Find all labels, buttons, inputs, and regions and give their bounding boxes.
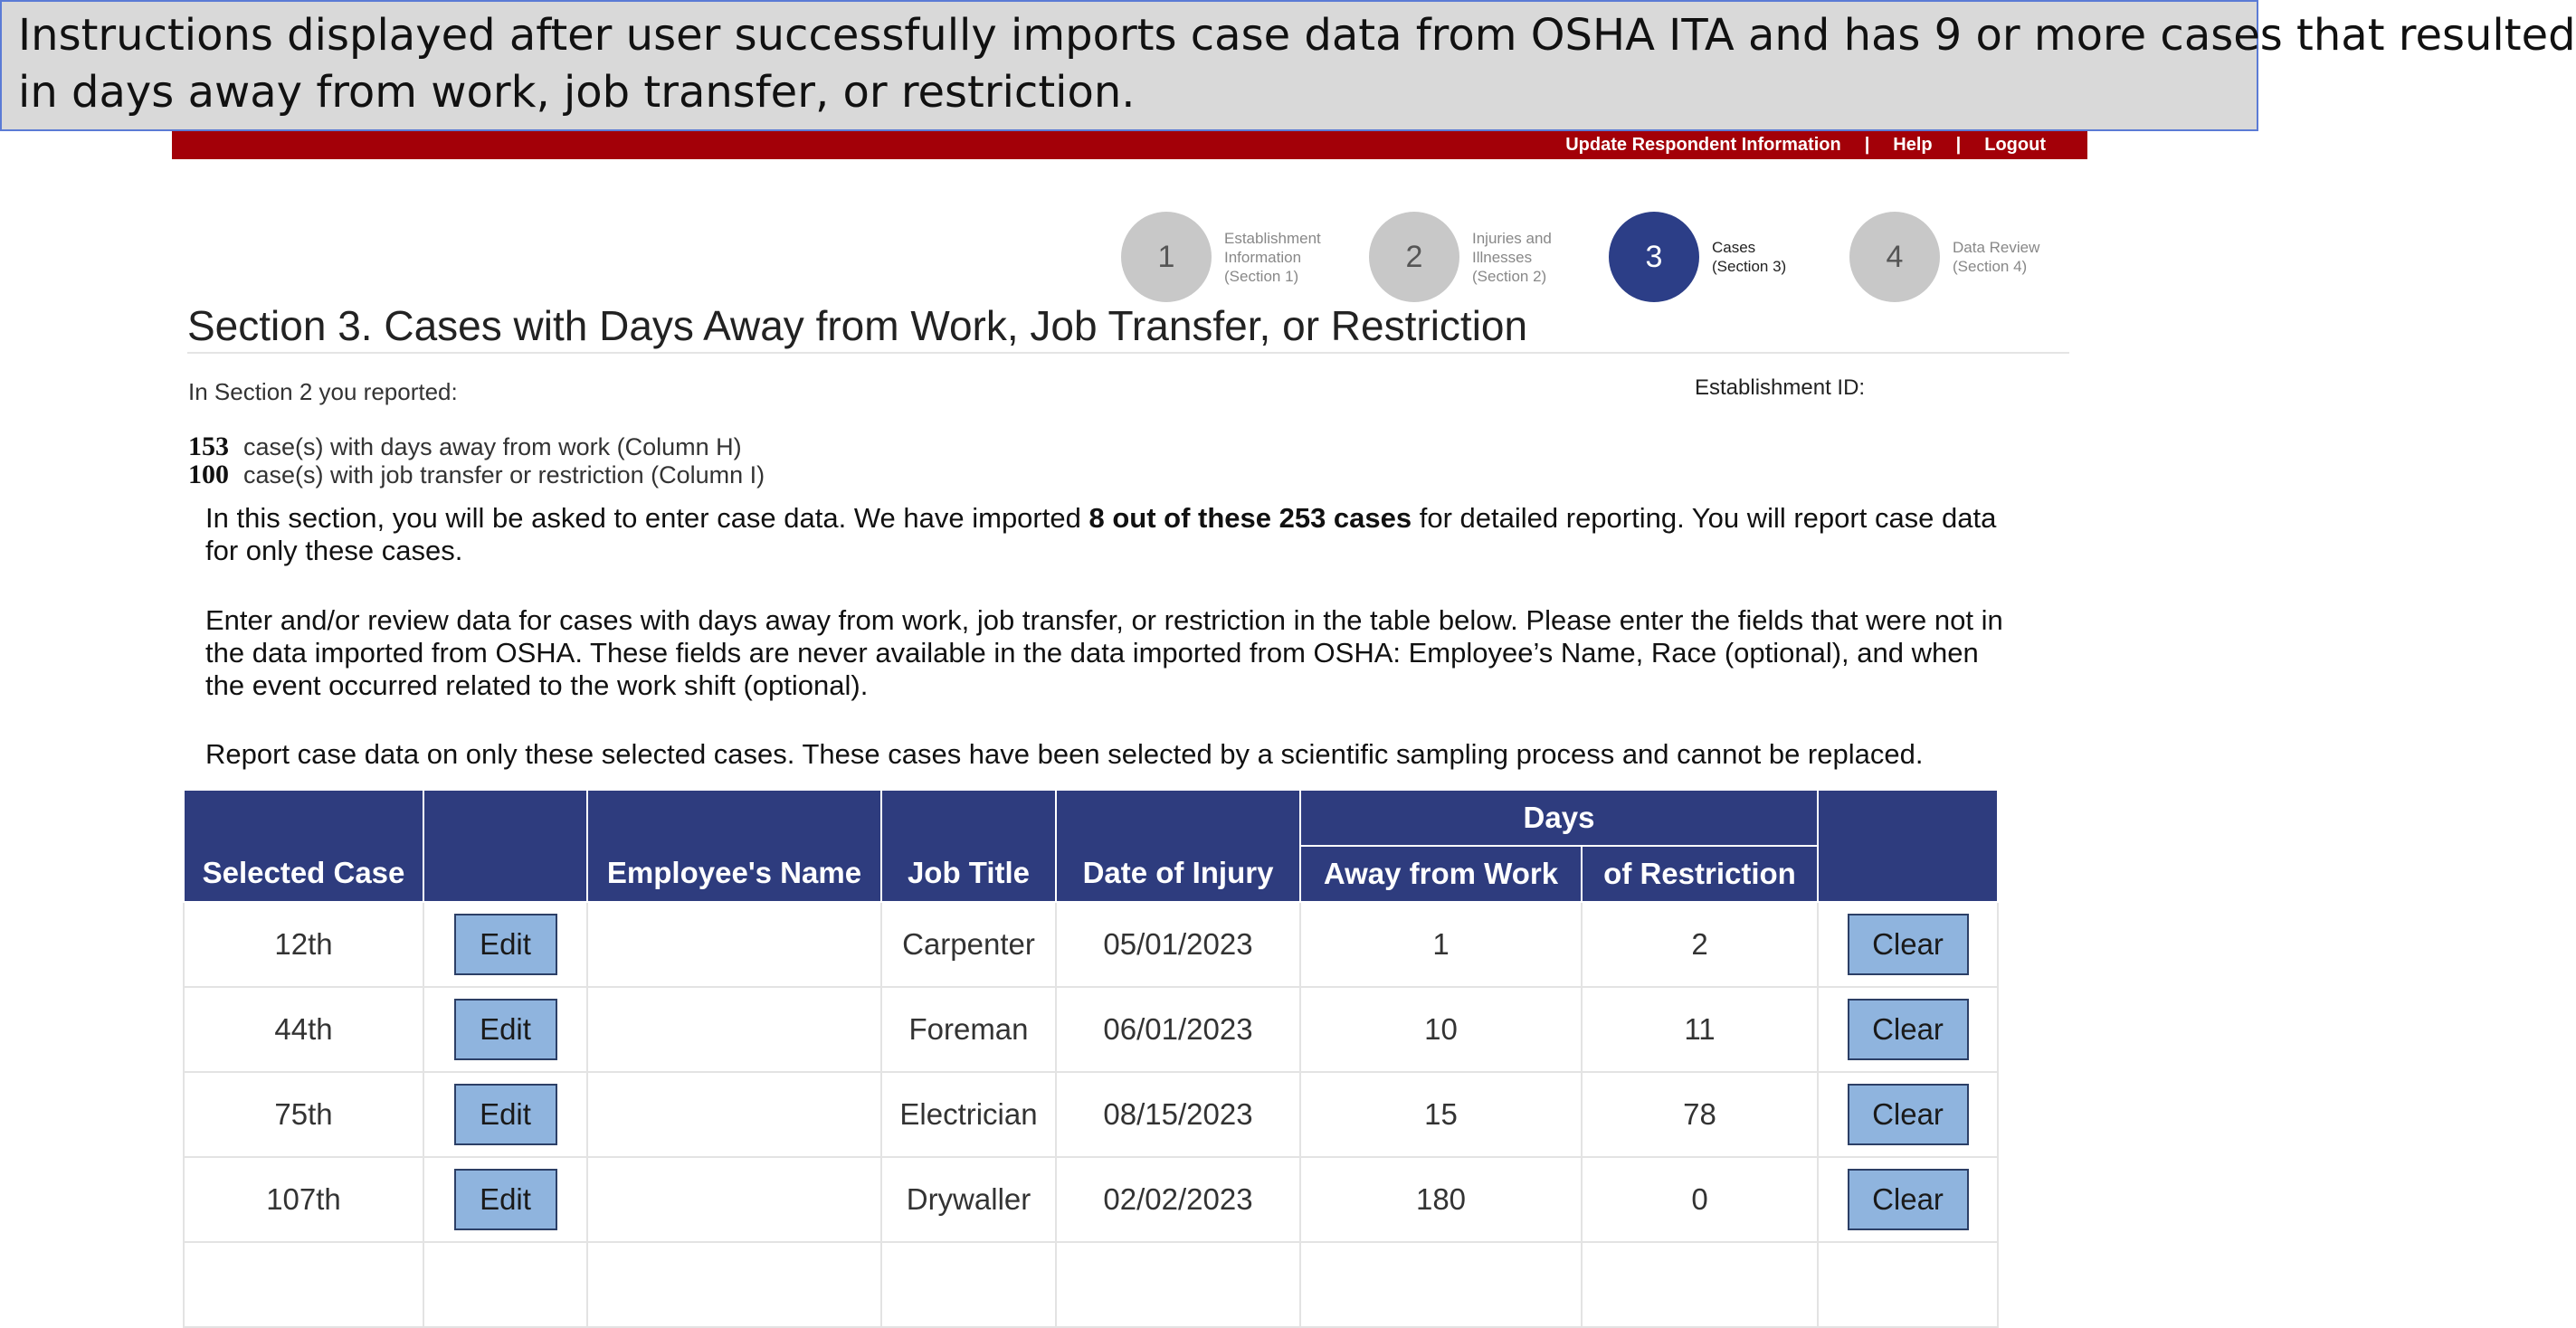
table-row bbox=[184, 987, 1998, 1072]
cases-table bbox=[183, 789, 1999, 1328]
header-job-title: Job Title bbox=[881, 790, 1056, 902]
header-edit-column bbox=[423, 790, 587, 902]
cell-days-away: 180 bbox=[1300, 1157, 1582, 1242]
header-away-from-work: Away from Work bbox=[1300, 846, 1582, 902]
top-nav-bar bbox=[172, 131, 2087, 159]
cell-days-restriction: 11 bbox=[1582, 987, 1818, 1072]
cell-edit bbox=[423, 902, 587, 987]
header-employee-name: Employee's Name bbox=[587, 790, 881, 902]
cell-selected-case: 12th bbox=[184, 902, 423, 987]
table-row bbox=[184, 1157, 1998, 1242]
establishment-id-label: Establishment ID: bbox=[1695, 375, 1866, 400]
step-2-label-line: (Section 2) bbox=[1472, 267, 1547, 285]
instruction-paragraph-2: Enter and/or review data for cases with days away from work, job transfer, or restriction in the table below. Please enter the fields that were not in the data imported from OSHA. These fields are never available in the data imported from OSHA: Employee’s Name, Race (optional), and when the event occurred related to the work shift (optional). bbox=[205, 604, 2003, 701]
cell-edit bbox=[423, 1072, 587, 1157]
banner-line-2: in days away from work, job transfer, or restriction. bbox=[18, 67, 1136, 118]
cell-clear bbox=[1818, 902, 1998, 987]
count-days-away bbox=[188, 432, 742, 462]
edit-button[interactable]: Edit bbox=[454, 1169, 557, 1230]
cell-edit bbox=[423, 987, 587, 1072]
edit-button[interactable]: Edit bbox=[454, 999, 557, 1060]
banner-line-1: Instructions displayed after user successfully imports case data from OSHA ITA and has 9 or more cases that resulted bbox=[18, 10, 2576, 61]
count-value: 100 bbox=[188, 460, 229, 489]
logout-link[interactable]: Logout bbox=[1984, 135, 2046, 155]
step-1[interactable] bbox=[1121, 212, 1333, 302]
cell-days-away: 1 bbox=[1300, 902, 1582, 987]
edit-button[interactable]: Edit bbox=[454, 914, 557, 975]
count-text: case(s) with job transfer or restriction (Column I) bbox=[243, 461, 765, 489]
cell-date-of-injury: 06/01/2023 bbox=[1056, 987, 1300, 1072]
cell-job-title: Drywaller bbox=[881, 1157, 1056, 1242]
cell-selected-case: 44th bbox=[184, 987, 423, 1072]
step-1-label bbox=[1224, 229, 1333, 286]
cell-job-title: Electrician bbox=[881, 1072, 1056, 1157]
clear-button[interactable]: Clear bbox=[1848, 1084, 1969, 1145]
cell-employee-name bbox=[587, 1072, 881, 1157]
cell-date-of-injury: 02/02/2023 bbox=[1056, 1157, 1300, 1242]
cell-date-of-injury: 08/15/2023 bbox=[1056, 1072, 1300, 1157]
table-row bbox=[184, 902, 1998, 987]
cell-job-title: Foreman bbox=[881, 987, 1056, 1072]
header-of-restriction: of Restriction bbox=[1582, 846, 1818, 902]
cell-days-restriction: 2 bbox=[1582, 902, 1818, 987]
table-row bbox=[184, 1072, 1998, 1157]
cell-selected-case: 107th bbox=[184, 1157, 423, 1242]
cell-employee-name bbox=[587, 1157, 881, 1242]
count-value: 153 bbox=[188, 432, 229, 461]
header-days-group: Days bbox=[1300, 790, 1818, 846]
reported-intro: In Section 2 you reported: bbox=[188, 378, 458, 405]
count-restriction bbox=[188, 460, 765, 490]
page-title: Section 3. Cases with Days Away from Work, Job Transfer, or Restriction bbox=[187, 302, 1528, 349]
cell-employee-name bbox=[587, 987, 881, 1072]
cell-days-away: 15 bbox=[1300, 1072, 1582, 1157]
step-1-label-line: Information bbox=[1224, 248, 1302, 266]
step-3-label-line: Cases bbox=[1712, 239, 1756, 256]
clear-button[interactable]: Clear bbox=[1848, 999, 1969, 1060]
step-4[interactable] bbox=[1849, 212, 2061, 302]
title-divider bbox=[187, 352, 2069, 354]
header-clear-column bbox=[1818, 790, 1998, 902]
help-link[interactable]: Help bbox=[1893, 135, 1933, 155]
step-4-label-line: (Section 4) bbox=[1953, 258, 2028, 275]
step-4-label bbox=[1953, 238, 2061, 276]
clear-button[interactable]: Clear bbox=[1848, 1169, 1969, 1230]
cell-clear bbox=[1818, 987, 1998, 1072]
cell-edit bbox=[423, 1157, 587, 1242]
cell-employee-name bbox=[587, 902, 881, 987]
cell-selected-case: 75th bbox=[184, 1072, 423, 1157]
header-date-of-injury: Date of Injury bbox=[1056, 790, 1300, 902]
step-1-label-line: Establishment bbox=[1224, 229, 1321, 247]
step-4-label-line: Data Review bbox=[1953, 239, 2040, 256]
count-text: case(s) with days away from work (Column H) bbox=[243, 433, 742, 460]
cell-days-away: 10 bbox=[1300, 987, 1582, 1072]
cell-clear bbox=[1818, 1072, 1998, 1157]
nav-separator: | bbox=[1864, 135, 1870, 155]
paragraph-text: In this section, you will be asked to enter case data. We have imported bbox=[205, 502, 1089, 534]
instruction-banner bbox=[0, 0, 2576, 131]
step-3-circle: 3 bbox=[1609, 212, 1699, 302]
step-2-circle: 2 bbox=[1369, 212, 1459, 302]
step-2-label-line: Illnesses bbox=[1472, 248, 1533, 266]
update-respondent-link[interactable]: Update Respondent Information bbox=[1565, 135, 1841, 155]
cell-date-of-injury: 05/01/2023 bbox=[1056, 902, 1300, 987]
cell-days-restriction: 0 bbox=[1582, 1157, 1818, 1242]
cell-days-restriction: 78 bbox=[1582, 1072, 1818, 1157]
paragraph-text: for detailed reporting. You will report case data for only these cases. bbox=[205, 502, 1997, 566]
step-3-label bbox=[1712, 238, 1820, 276]
step-4-circle: 4 bbox=[1849, 212, 1940, 302]
clear-button[interactable]: Clear bbox=[1848, 914, 1969, 975]
step-3[interactable] bbox=[1609, 212, 1820, 302]
instruction-paragraph-3: Report case data on only these selected cases. These cases have been selected by a scientific sampling process and cannot be replaced. bbox=[205, 738, 1924, 770]
cell-clear bbox=[1818, 1157, 1998, 1242]
header-selected-case: Selected Case bbox=[184, 790, 423, 902]
step-1-circle: 1 bbox=[1121, 212, 1212, 302]
nav-separator: | bbox=[1955, 135, 1962, 155]
step-2-label-line: Injuries and bbox=[1472, 229, 1552, 247]
step-2[interactable] bbox=[1369, 212, 1581, 302]
step-1-label-line: (Section 1) bbox=[1224, 267, 1299, 285]
step-2-label bbox=[1472, 229, 1581, 286]
imported-count-emphasis: 8 out of these 253 cases bbox=[1088, 502, 1412, 534]
step-3-label-line: (Section 3) bbox=[1712, 258, 1787, 275]
table-row bbox=[184, 1242, 1998, 1327]
cell-job-title: Carpenter bbox=[881, 902, 1056, 987]
instruction-paragraph-1 bbox=[205, 502, 2024, 567]
edit-button[interactable]: Edit bbox=[454, 1084, 557, 1145]
